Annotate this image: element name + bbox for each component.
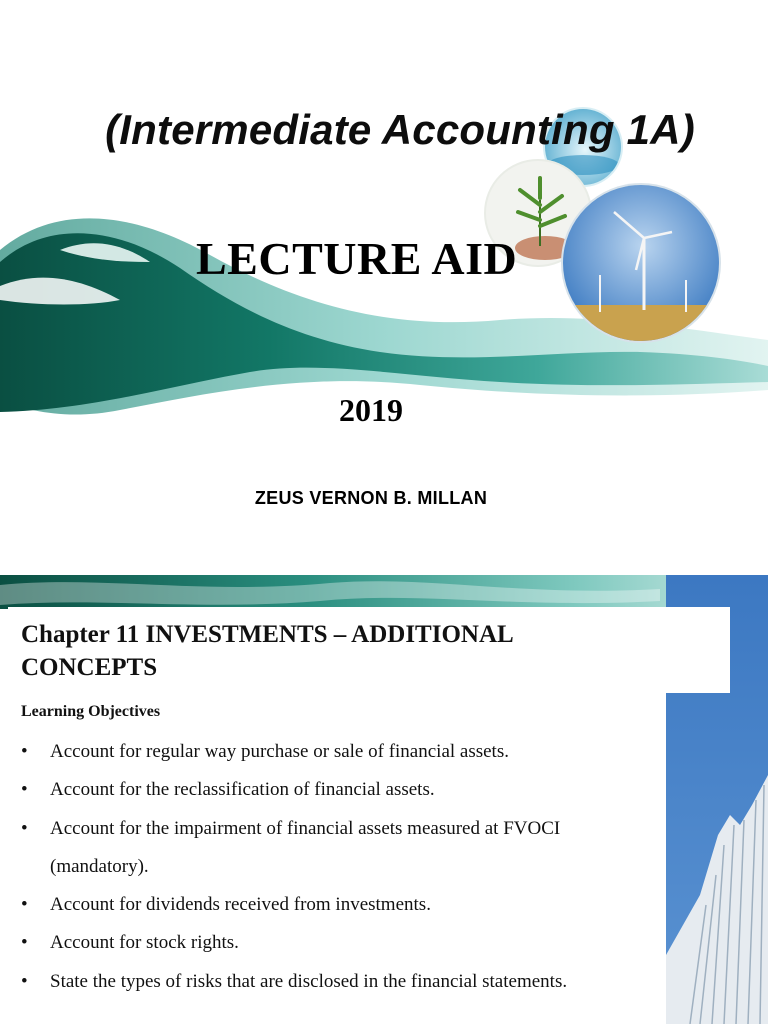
bullet-icon: • — [21, 970, 28, 992]
bullet-icon: • — [21, 894, 28, 916]
objectives-list — [21, 733, 651, 1001]
bullet-icon: • — [21, 741, 28, 762]
objective-text: Account for the impairment of financial assets measured at FVOCI (mandatory). — [50, 817, 561, 877]
objective-text: Account for dividends received from investments. — [50, 894, 431, 916]
bullet-icon: • — [21, 779, 28, 801]
bullet-icon: • — [21, 817, 28, 839]
objective-item — [21, 733, 651, 771]
objective-text: Account for stock rights. — [50, 932, 239, 954]
learning-objectives-heading: Learning Objectives — [21, 703, 161, 720]
objective-item — [21, 886, 651, 924]
objective-item — [21, 924, 651, 962]
author-name: ZEUS VERNON B. MILLAN — [254, 488, 488, 508]
objective-text: Account for regular way purchase or sale of financial assets. — [50, 741, 509, 762]
objective-item — [21, 963, 651, 1001]
objective-text: State the types of risks that are disclosed in the financial statements. — [50, 970, 568, 992]
objective-text: Account for the reclassification of financial assets. — [50, 779, 435, 801]
chapter-slide — [0, 575, 768, 1024]
course-title: (Intermediate Accounting 1A) — [105, 106, 695, 153]
lecture-title: LECTURE AID — [196, 233, 518, 284]
objective-item — [21, 810, 651, 887]
objective-item — [21, 771, 651, 809]
chapter-title: Chapter 11 INVESTMENTS – ADDITIONAL CONCEPTS — [21, 621, 513, 681]
year-label: 2019 — [339, 392, 403, 428]
bullet-icon: • — [21, 932, 28, 954]
